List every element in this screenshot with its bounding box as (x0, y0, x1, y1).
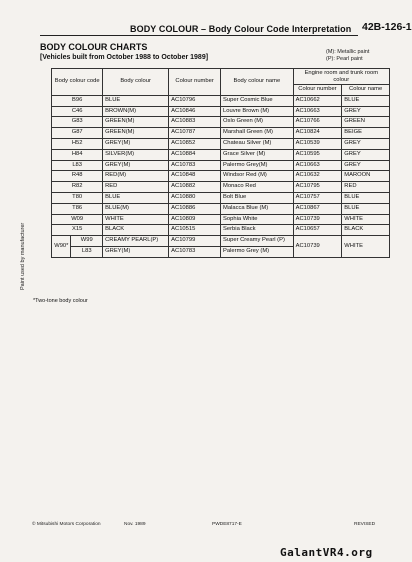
cell-engine-number: AC10663 (293, 106, 342, 117)
cell-engine-name: BLACK (342, 225, 390, 236)
cell-name: Monaco Red (221, 182, 294, 193)
cell-colour: GREY(M) (103, 246, 169, 257)
cell-colour: RED(M) (103, 171, 169, 182)
cell-subcode: W99 (71, 236, 103, 247)
watermark: GalantVR4.org (280, 546, 373, 559)
paint-legend (326, 49, 369, 63)
cell-number: AC10809 (169, 214, 221, 225)
page-number: 42B-126-1 (362, 21, 412, 33)
cell-name: Marshall Green (M) (221, 128, 294, 139)
cell-code: R82 (52, 182, 103, 193)
cell-engine-name: GREY (342, 149, 390, 160)
header-engine-number: Colour number (293, 85, 342, 96)
cell-colour: RED (103, 182, 169, 193)
cell-name: Grace Silver (M) (221, 149, 294, 160)
cell-engine-name: GREY (342, 106, 390, 117)
table-row (36, 106, 390, 117)
table-row (36, 117, 390, 128)
page-title: BODY COLOUR – Body Colour Code Interpretation (130, 24, 352, 34)
cell-colour: GREEN(M) (103, 117, 169, 128)
cell-colour: BLACK (103, 225, 169, 236)
footer-revision: REVISED (354, 522, 376, 527)
cell-engine-name: BLUE (342, 192, 390, 203)
cell-subcode: L83 (71, 246, 103, 257)
cell-number: AC10886 (169, 203, 221, 214)
cell-number: AC10787 (169, 128, 221, 139)
cell-number: AC10796 (169, 95, 221, 106)
cell-number: AC10783 (169, 246, 221, 257)
cell-engine-name: BLUE (342, 95, 390, 106)
cell-number: AC10783 (169, 160, 221, 171)
cell-name: Windsor Red (M) (221, 171, 294, 182)
cell-code: X15 (52, 225, 103, 236)
cell-colour: BLUE(M) (103, 203, 169, 214)
cell-engine-number: AC10739 (293, 236, 342, 258)
cell-code: T86 (52, 203, 103, 214)
table-row-two-tone (36, 236, 390, 247)
table-row (36, 171, 390, 182)
cell-colour: BLUE (103, 192, 169, 203)
cell-number: AC10882 (169, 182, 221, 193)
cell-number: AC10883 (169, 117, 221, 128)
cell-engine-name: GREY (342, 160, 390, 171)
cell-code: L83 (52, 160, 103, 171)
cell-name: Chateau Silver (M) (221, 138, 294, 149)
legend-metallic: (M): Metallic paint (326, 49, 370, 55)
cell-code: C46 (52, 106, 103, 117)
header-colour: Body colour (103, 69, 169, 96)
cell-engine-name: RED (342, 182, 390, 193)
header-engine-name: Colour name (342, 85, 390, 96)
table-row (36, 192, 390, 203)
cell-engine-name: BLUE (342, 203, 390, 214)
cell-number: AC10799 (169, 236, 221, 247)
header-rule (40, 35, 358, 36)
cell-colour: GREY(M) (103, 160, 169, 171)
cell-two-tone-code: W90* (52, 236, 71, 258)
footer-publisher: © Mitsubishi Motors Corporation (32, 522, 101, 527)
body-colour-table (36, 68, 390, 258)
table-row (36, 128, 390, 139)
cell-number: AC10846 (169, 106, 221, 117)
cell-name: Sophia White (221, 214, 294, 225)
cell-code: G83 (52, 117, 103, 128)
cell-code: H84 (52, 149, 103, 160)
table-row (36, 138, 390, 149)
cell-name: Malacca Blue (M) (221, 203, 294, 214)
footer-date: Nov. 1989 (124, 522, 146, 527)
cell-colour: BROWN(M) (103, 106, 169, 117)
cell-colour: WHITE (103, 214, 169, 225)
table-row (36, 95, 390, 106)
cell-engine-name: MAROON (342, 171, 390, 182)
cell-engine-number: AC10662 (293, 95, 342, 106)
cell-name: Oslo Green (M) (221, 117, 294, 128)
cell-engine-number: AC10739 (293, 214, 342, 225)
footer-code: PWDE8717-E (212, 522, 242, 527)
side-spacer (36, 95, 52, 257)
header-engine-group: Engine room and trunk room colour (293, 69, 389, 85)
cell-code: T80 (52, 192, 103, 203)
cell-engine-number: AC10663 (293, 160, 342, 171)
cell-number: AC10884 (169, 149, 221, 160)
side-label: Paint used by manufacturer (20, 222, 26, 290)
cell-engine-name: BEIGE (342, 128, 390, 139)
table-row (36, 182, 390, 193)
header-row-1 (36, 69, 390, 85)
cell-engine-number: AC10595 (293, 149, 342, 160)
cell-engine-number: AC10632 (293, 171, 342, 182)
table-row (36, 214, 390, 225)
cell-colour: CREAMY PEARL(P) (103, 236, 169, 247)
table-row (36, 203, 390, 214)
cell-code: R48 (52, 171, 103, 182)
cell-colour: BLUE (103, 95, 169, 106)
cell-code: W09 (52, 214, 103, 225)
cell-engine-number: AC10766 (293, 117, 342, 128)
cell-number: AC10880 (169, 192, 221, 203)
cell-number: AC10852 (169, 138, 221, 149)
cell-code: H52 (52, 138, 103, 149)
cell-code: G87 (52, 128, 103, 139)
cell-name: Super Creamy Pearl (P) (221, 236, 294, 247)
cell-engine-number: AC10539 (293, 138, 342, 149)
section-heading: BODY COLOUR CHARTS (40, 42, 148, 52)
cell-colour: GREEN(M) (103, 128, 169, 139)
cell-engine-number: AC10757 (293, 192, 342, 203)
cell-name: Louvre Brown (M) (221, 106, 294, 117)
cell-code: B96 (52, 95, 103, 106)
header-code: Body colour code (52, 69, 103, 96)
cell-engine-number: AC10824 (293, 128, 342, 139)
section-subheading: [Vehicles built from October 1988 to October 1989] (40, 54, 209, 61)
cell-engine-name: GREY (342, 138, 390, 149)
cell-name: Bolt Blue (221, 192, 294, 203)
cell-engine-name: WHITE (342, 236, 390, 258)
cell-name: Palermo Grey (M) (221, 246, 294, 257)
table-row (36, 160, 390, 171)
cell-engine-name: WHITE (342, 214, 390, 225)
page-header (40, 21, 412, 36)
cell-name: Serbia Black (221, 225, 294, 236)
table-row (36, 225, 390, 236)
cell-name: Super Cosmic Blue (221, 95, 294, 106)
footnote: *Two-tone body colour (33, 298, 88, 304)
header-number: Colour number (169, 69, 221, 96)
header-name: Body colour name (221, 69, 294, 96)
table-row (36, 149, 390, 160)
legend-pearl: (P): Pearl paint (326, 56, 363, 62)
cell-engine-number: AC10795 (293, 182, 342, 193)
cell-engine-number: AC10867 (293, 203, 342, 214)
cell-engine-name: GREEN (342, 117, 390, 128)
cell-number: AC10515 (169, 225, 221, 236)
cell-name: Palermo Grey(M) (221, 160, 294, 171)
cell-colour: SILVER(M) (103, 149, 169, 160)
cell-engine-number: AC10657 (293, 225, 342, 236)
cell-number: AC10848 (169, 171, 221, 182)
cell-colour: GREY(M) (103, 138, 169, 149)
